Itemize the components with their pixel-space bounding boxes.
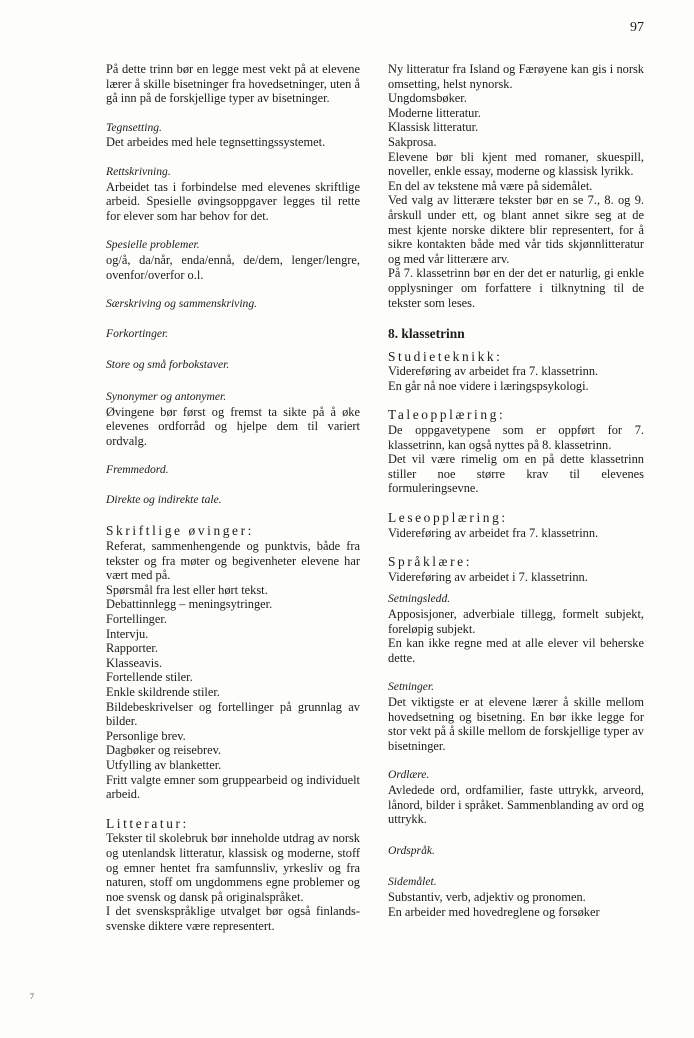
rettskrivning-heading: Rettskrivning. — [106, 164, 171, 178]
direkte-tale-heading: Direkte og indirekte tale. — [106, 492, 222, 506]
list-item: Ungdomsbøker. — [388, 91, 467, 106]
ordlaere-heading: Ordlære. — [388, 768, 430, 782]
spraaklaere-heading: Språklære: — [388, 554, 473, 570]
list-item: Klassisk litteratur. — [388, 120, 479, 135]
setninger-heading: Setninger. — [388, 680, 435, 694]
litteratur-text-2: I det svenskspråklige utvalget bør også finlands-svenske diktere være representert. — [106, 904, 360, 933]
taleopplaering-text-2: Det vil være rimelig om en på dette klassetrinn stiller noe større krav til elevenes formuleringsevne. — [388, 452, 644, 496]
store-forbokstaver-heading: Store og små forbokstaver. — [106, 358, 230, 372]
synonymer-heading: Synonymer og antonymer. — [106, 389, 227, 403]
setningsledd-text: Apposisjoner, adverbiale tillegg, formelt subjekt, foreløpig subjekt. — [388, 607, 644, 636]
valg-text: Ved valg av litterære tekster bør en se 7., 8. og 9. årskull under ett, og blant annet sikre seg at de mest kjente norske diktere blir representert, for å sikre kontakten både med vår tids skjønnlitteratur og med vår litterære arv. — [388, 193, 644, 266]
tegnsetting-heading: Tegnsetting. — [106, 120, 162, 134]
studieteknikk-text: Videreføring av arbeidet fra 7. klassetrinn. — [388, 364, 599, 379]
tegnsetting-text: Det arbeides med hele tegnsettingssystemet. — [106, 135, 326, 150]
list-item: Sakprosa. — [388, 134, 437, 149]
page-number: 97 — [630, 20, 644, 35]
elevene-text: Elevene bør bli kjent med romaner, skuespill, noveller, enkle essay, moderne og klassisk lyrikk. — [388, 149, 644, 179]
forkortinger-heading: Forkortinger. — [106, 326, 169, 340]
list-item: Dagbøker og reisebrev. — [106, 743, 222, 758]
studieteknikk-heading: Studieteknikk: — [388, 348, 503, 364]
skriftlige-fritt: Fritt valgte emner som gruppearbeid og individuelt arbeid. — [106, 772, 360, 802]
sidemaal-text: En del av tekstene må være på sidemålet. — [388, 178, 593, 193]
leseopplaering-text: Videreføring av arbeidet fra 7. klassetrinn. — [388, 525, 599, 540]
setningsledd-text-2: En kan ikke regne med at alle elever vil beherske dette. — [388, 636, 644, 665]
list-item: Intervju. — [106, 626, 149, 641]
list-item: Enkle skildrende stiler. — [106, 685, 220, 699]
studieteknikk-text-2: En går nå noe videre i læringspsykologi. — [388, 378, 589, 393]
fremmedord-heading: Fremmedord. — [106, 463, 169, 477]
skriftlige-referat: Referat, sammenhengende og punktvis, både fra tekster og fra møter og begivenheter elevene har vært med på. — [106, 539, 360, 583]
spesielle-problemer-heading: Spesielle problemer. — [106, 238, 200, 252]
list-item: Klasseavis. — [106, 655, 163, 670]
ordspraak-heading: Ordspråk. — [388, 843, 435, 857]
ordlaere-text: Avledede ord, ordfamilier, faste uttrykk, arveord, lånord, bilder i språket. Sammenblanding av ord og uttrykk. — [388, 782, 644, 827]
list-item: Moderne litteratur. — [388, 105, 481, 120]
litteratur-text: Tekster til skolebruk bør inneholde utdrag av norsk og utenlandsk litteratur, klassisk og moderne, stoff og emner hentet fra samfunnsliv, yrkesliv og fra naturen, stoff om ungdommens egne problemer og noe svensk og dansk på originalspråket. — [106, 831, 360, 904]
spesielle-problemer-text: og/å, da/når, enda/ennå, de/dem, lenger/lengre, ovenfor/overfor o.l. — [106, 252, 360, 282]
litteratur-heading: Litteratur: — [106, 815, 189, 831]
setninger-text: Det viktigste er at elevene lærer å skille mellom hovedsetning og bisetning. En bør ikke legge for stor vekt på å skille mellom de forskjellige typer av bisetninger. — [388, 694, 644, 753]
rettskrivning-text: Arbeidet tas i forbindelse med elevenes skriftlige arbeid. Spesielle øvingsoppgaver legges til rette for elever som har behov for det. — [106, 179, 360, 223]
section-heading: 8. klassetrinn — [388, 326, 465, 342]
list-item: Fortellinger. — [106, 612, 167, 627]
saerskriving-heading: Særskriving og sammenskriving. — [106, 297, 258, 311]
paa7-text: På 7. klassetrinn bør en der det er naturlig, gi enkle opplysninger om forfattere i tilknytning til de tekster som leses. — [388, 266, 644, 310]
left-column — [106, 62, 360, 934]
leseopplaering-heading: Leseopplæring: — [388, 510, 508, 526]
list-item: Utfylling av blanketter. — [106, 757, 222, 772]
intro-paragraph: På dette trinn bør en legge mest vekt på at elevene lærer å skille bisetninger fra hovedsetninger, uten å gå inn på de forskjellige typer av bisetninger. — [106, 62, 360, 106]
skriftlige-ovinger-heading: Skriftlige øvinger: — [106, 523, 254, 539]
setningsledd-heading: Setningsledd. — [388, 592, 451, 606]
spraaklaere-text: Videreføring av arbeidet i 7. klassetrinn. — [388, 569, 588, 584]
sidemaalet-heading: Sidemålet. — [388, 875, 437, 889]
right-column — [388, 62, 644, 919]
list-item: Debattinnlegg – meningsytringer. — [106, 597, 273, 612]
list-item: Fortellende stiler. — [106, 670, 193, 685]
list-item: Personlige brev. — [106, 728, 186, 743]
footer-mark: 7 — [30, 992, 34, 1001]
taleopplaering-heading: Taleopplæring: — [388, 407, 506, 423]
synonymer-text: Øvingene bør først og fremst ta sikte på å øke elevenes ordforråd og hjelpe dem til variert ordvalg. — [106, 404, 360, 448]
taleopplaering-text: De oppgavetypene som er oppført for 7. klassetrinn, kan også nyttes på 8. klassetrinn. — [388, 423, 644, 452]
sidemaalet-text-2: En arbeider med hovedreglene og forsøker — [388, 904, 600, 919]
skriftlige-bildebeskrivelser: Bildebeskrivelser og fortellinger på grunnlag av bilder. — [106, 699, 360, 729]
list-item: Spørsmål fra lest eller hørt tekst. — [106, 582, 268, 597]
sidemaalet-text: Substantiv, verb, adjektiv og pronomen. — [388, 889, 586, 904]
list-item: Rapporter. — [106, 641, 158, 656]
ny-litteratur-text: Ny litteratur fra Island og Færøyene kan gis i norsk omsetting, helst nynorsk. — [388, 62, 644, 91]
